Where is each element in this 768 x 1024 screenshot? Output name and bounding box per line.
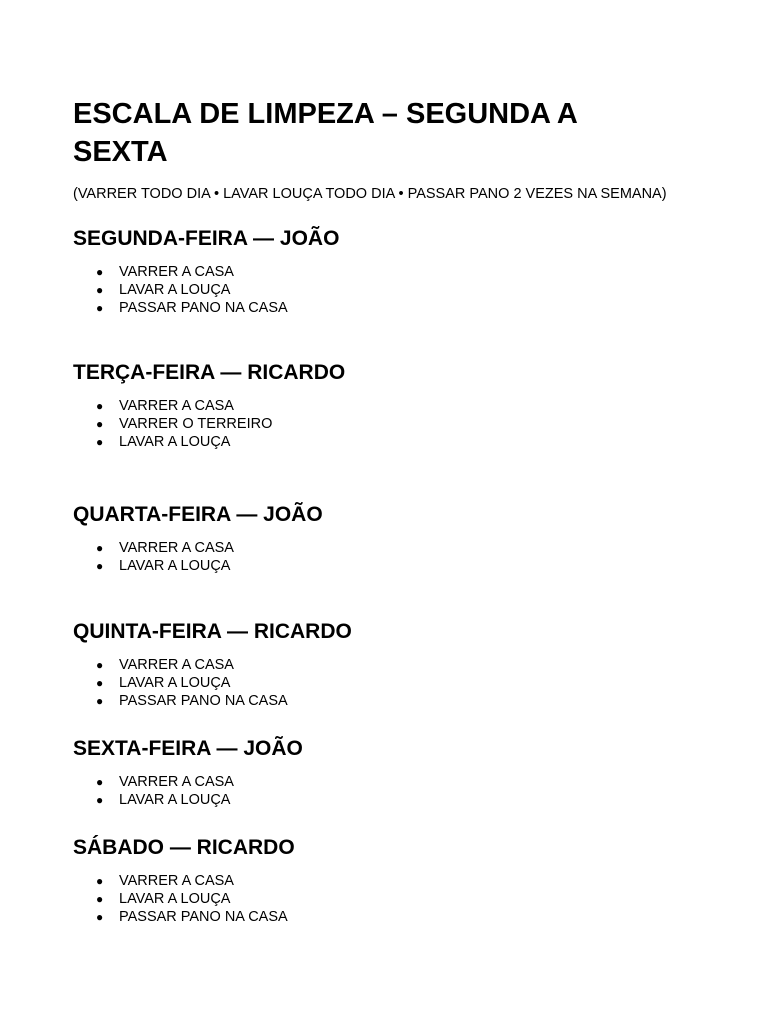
bullet-icon: ●	[96, 417, 104, 431]
task-label: VARRER A CASA	[119, 657, 234, 673]
bullet-icon: ●	[96, 892, 104, 906]
task-item	[73, 674, 713, 692]
task-label: VARRER A CASA	[119, 873, 234, 889]
task-label: VARRER A CASA	[119, 774, 234, 790]
day-heading: SEXTA-FEIRA — JOÃO	[73, 737, 303, 760]
day-section-sexta	[73, 736, 713, 809]
task-item	[73, 692, 713, 710]
bullet-icon: ●	[96, 399, 104, 413]
task-item	[73, 397, 713, 415]
task-label: PASSAR PANO NA CASA	[119, 300, 288, 316]
document-subtitle: (VARRER TODO DIA • LAVAR LOUÇA TODO DIA • PASSAR PANO 2 VEZES NA SEMANA)	[73, 186, 667, 202]
day-heading: TERÇA-FEIRA — RICARDO	[73, 361, 346, 384]
task-label: LAVAR A LOUÇA	[119, 891, 231, 907]
bullet-icon: ●	[96, 694, 104, 708]
document-title: ESCALA DE LIMPEZA – SEGUNDA A SEXTA	[73, 98, 577, 168]
task-label: VARRER A CASA	[119, 540, 234, 556]
day-section-segunda	[73, 226, 713, 317]
task-item	[73, 557, 713, 575]
bullet-icon: ●	[96, 301, 104, 315]
task-item	[73, 415, 713, 433]
task-list	[73, 397, 713, 451]
day-heading: QUINTA-FEIRA — RICARDO	[73, 620, 352, 643]
bullet-icon: ●	[96, 283, 104, 297]
task-item	[73, 299, 713, 317]
task-item	[73, 908, 713, 926]
task-item	[73, 872, 713, 890]
task-list	[73, 539, 713, 575]
day-section-sabado	[73, 835, 713, 926]
task-label: PASSAR PANO NA CASA	[119, 693, 288, 709]
task-list	[73, 656, 713, 710]
task-item	[73, 791, 713, 809]
day-section-terca	[73, 360, 713, 451]
task-label: LAVAR A LOUÇA	[119, 792, 231, 808]
task-item	[73, 773, 713, 791]
bullet-icon: ●	[96, 910, 104, 924]
task-label: VARRER A CASA	[119, 398, 234, 414]
day-section-quinta	[73, 619, 713, 710]
bullet-icon: ●	[96, 676, 104, 690]
task-item	[73, 263, 713, 281]
bullet-icon: ●	[96, 874, 104, 888]
task-list	[73, 263, 713, 317]
day-section-quarta	[73, 502, 713, 575]
bullet-icon: ●	[96, 559, 104, 573]
task-label: VARRER A CASA	[119, 264, 234, 280]
task-label: PASSAR PANO NA CASA	[119, 909, 288, 925]
bullet-icon: ●	[96, 658, 104, 672]
task-item	[73, 890, 713, 908]
bullet-icon: ●	[96, 775, 104, 789]
task-label: LAVAR A LOUÇA	[119, 282, 231, 298]
task-item	[73, 281, 713, 299]
day-heading: QUARTA-FEIRA — JOÃO	[73, 503, 323, 526]
task-label: VARRER O TERREIRO	[119, 416, 273, 432]
task-label: LAVAR A LOUÇA	[119, 558, 231, 574]
task-item	[73, 656, 713, 674]
task-item	[73, 433, 713, 451]
bullet-icon: ●	[96, 541, 104, 555]
bullet-icon: ●	[96, 793, 104, 807]
day-heading: SÁBADO — RICARDO	[73, 836, 295, 859]
bullet-icon: ●	[96, 265, 104, 279]
task-label: LAVAR A LOUÇA	[119, 434, 231, 450]
day-heading: SEGUNDA-FEIRA — JOÃO	[73, 227, 340, 250]
task-item	[73, 539, 713, 557]
bullet-icon: ●	[96, 435, 104, 449]
task-list	[73, 872, 713, 926]
task-label: LAVAR A LOUÇA	[119, 675, 231, 691]
task-list	[73, 773, 713, 809]
